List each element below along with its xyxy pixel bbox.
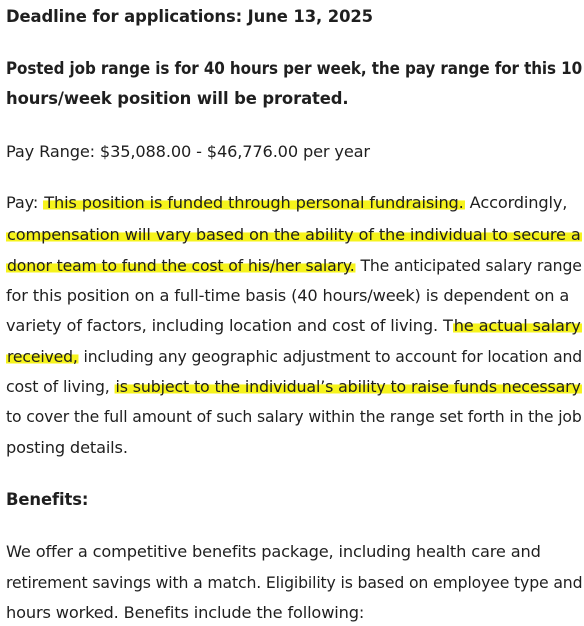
pay-paragraph-line-4: for this position on a full-time basis (40 hours/week) is dependent on a	[6, 286, 570, 305]
pay-text: variety of factors, including location and cost of living. T	[6, 316, 453, 335]
highlighted-compensation-text: compensation will vary based on the ability of the individual to secure a	[7, 225, 581, 244]
benefits-heading: Benefits:	[6, 490, 89, 509]
pay-text: Accordingly,	[464, 193, 568, 212]
pay-paragraph-line-7	[6, 377, 582, 397]
pay-paragraph-line-1	[6, 193, 567, 213]
pay-paragraph-line-9: posting details.	[6, 438, 128, 457]
pay-text: including any geographic adjustment to account for location and	[78, 347, 583, 366]
pay-label: Pay:	[6, 193, 44, 212]
pay-text: The anticipated salary range	[355, 256, 582, 275]
highlighted-received-text: received,	[6, 347, 78, 366]
benefits-paragraph-line-1: We offer a competitive benefits package, including health care and	[6, 542, 541, 561]
pay-paragraph-line-5	[6, 316, 582, 336]
benefits-paragraph-line-2: retirement savings with a match. Eligibility is based on employee type and	[6, 573, 583, 592]
pay-paragraph-line-6	[6, 347, 582, 367]
pay-paragraph-line-3	[6, 256, 582, 276]
pay-text: cost of living,	[6, 377, 115, 396]
pay-paragraph-line-2	[6, 225, 582, 245]
deadline-heading: Deadline for applications: June 13, 2025	[6, 7, 373, 26]
benefits-paragraph-line-3: hours worked. Benefits include the following:	[6, 603, 365, 622]
pay-paragraph-line-8: to cover the full amount of such salary within the range set forth in the job	[6, 407, 582, 426]
posted-range-line-2: hours/week position will be prorated.	[6, 89, 349, 108]
highlighted-funding-text: This position is funded through personal fundraising.	[44, 193, 464, 212]
highlighted-actual-salary-text: he actual salary	[453, 316, 581, 335]
posted-range-line-1: Posted job range is for 40 hours per week, the pay range for this 10	[6, 59, 583, 78]
pay-range-text: Pay Range: $35,088.00 - $46,776.00 per year	[6, 142, 370, 161]
highlighted-ability-text: is subject to the individual’s ability to raise funds necessary	[115, 377, 581, 396]
highlighted-donor-text: donor team to fund the cost of his/her salary.	[6, 256, 355, 275]
